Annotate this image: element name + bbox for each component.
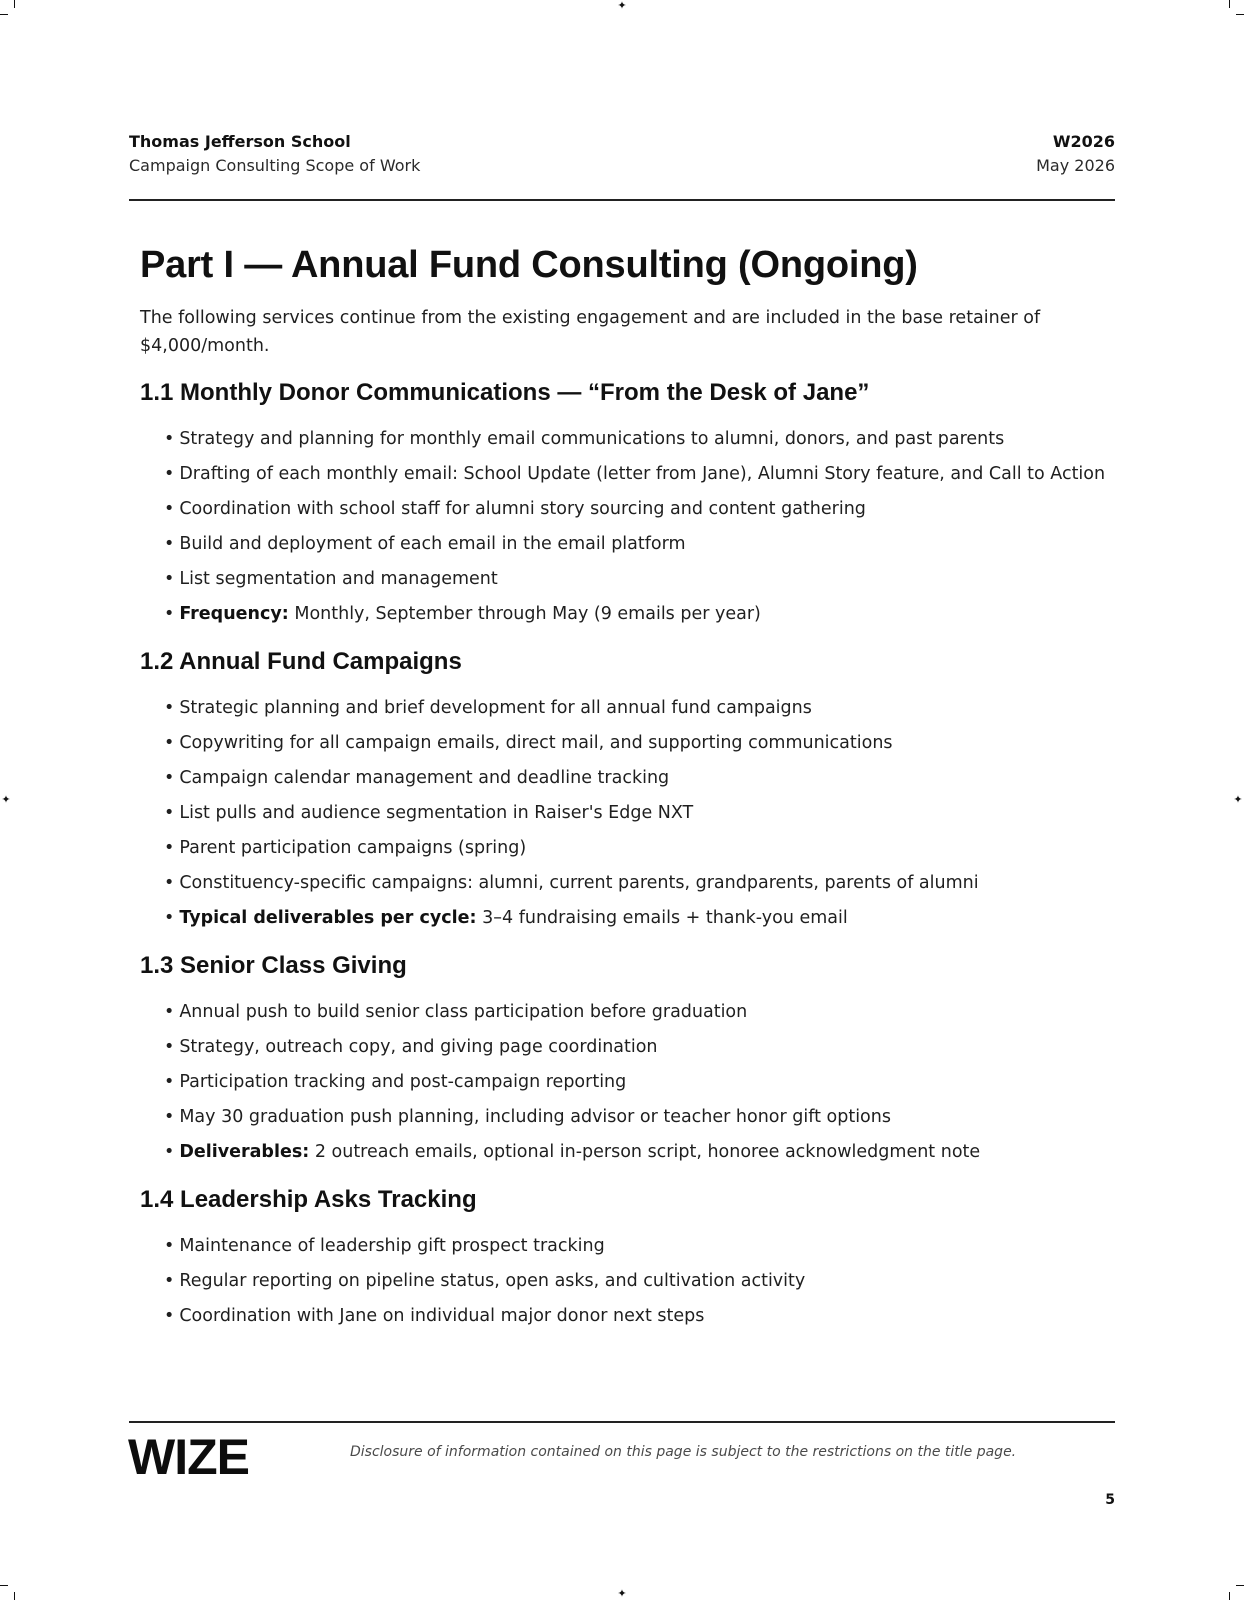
section-title: 1.4 Leadership Asks Tracking: [140, 1186, 477, 1213]
item-text: Strategy, outreach copy, and giving page coordination: [179, 1037, 658, 1057]
item-text: 2 outreach emails, optional in-person script, honoree acknowledgment note: [314, 1142, 981, 1162]
registration-mark-icon: ✦: [1233, 793, 1243, 806]
crop-mark: [1236, 14, 1244, 15]
bullet-icon: •: [164, 1271, 175, 1291]
org-name: Thomas Jefferson School: [129, 132, 351, 151]
list-item: [164, 761, 1115, 796]
list-item: [164, 1135, 1115, 1170]
bullet-icon: •: [164, 1306, 175, 1326]
crop-mark: [14, 0, 15, 8]
bullet-list: [164, 1229, 1115, 1334]
bullet-icon: •: [164, 698, 175, 718]
bullet-icon: •: [164, 1037, 175, 1057]
bullet-icon: •: [164, 838, 175, 858]
list-item: [164, 901, 1115, 936]
sections-container: [140, 377, 1115, 1334]
item-text: Coordination with Jane on individual major donor next steps: [179, 1306, 705, 1326]
registration-mark-icon: ✦: [617, 1587, 627, 1600]
header-divider: [129, 199, 1115, 201]
bullet-icon: •: [164, 1072, 175, 1092]
document-code: W2026: [1052, 132, 1115, 151]
header-left: [129, 131, 420, 179]
header-right: [1036, 131, 1115, 179]
section-title: 1.2 Annual Fund Campaigns: [140, 648, 462, 675]
list-item: [164, 492, 1115, 527]
item-lead-label: Deliverables:: [179, 1142, 310, 1162]
crop-mark: [0, 14, 8, 15]
section-title: 1.3 Senior Class Giving: [140, 952, 407, 979]
list-item: [164, 1264, 1115, 1299]
list-item: [164, 457, 1115, 492]
footer-divider: [129, 1421, 1115, 1423]
item-text: Drafting of each monthly email: School Update (letter from Jane), Alumni Story feature, and Call to Action: [179, 464, 1106, 484]
bullet-icon: •: [164, 733, 175, 753]
document-date: May 2026: [1036, 156, 1115, 175]
bullet-icon: •: [164, 464, 175, 484]
company-logo: WIZE: [128, 1429, 249, 1485]
item-text: Build and deployment of each email in the email platform: [179, 534, 686, 554]
item-text: 3–4 fundraising emails + thank-you email: [482, 908, 848, 928]
list-item: [164, 726, 1115, 761]
bullet-list: [164, 995, 1115, 1170]
main-content: [140, 240, 1115, 1348]
bullet-icon: •: [164, 908, 175, 928]
crop-mark: [14, 1592, 15, 1600]
item-text: May 30 graduation push planning, including advisor or teacher honor gift options: [179, 1107, 891, 1127]
part-title: Part I — Annual Fund Consulting (Ongoing): [140, 244, 918, 286]
item-lead-label: Frequency:: [179, 604, 289, 624]
item-text: Coordination with school staff for alumni story sourcing and content gathering: [179, 499, 866, 519]
crop-mark: [1236, 1585, 1244, 1586]
item-text: Strategy and planning for monthly email communications to alumni, donors, and past parents: [179, 429, 1005, 449]
list-item: [164, 866, 1115, 901]
registration-mark-icon: ✦: [1, 793, 11, 806]
bullet-icon: •: [164, 1107, 175, 1127]
list-item: [164, 1100, 1115, 1135]
item-text: Constituency-specific campaigns: alumni, current parents, grandparents, parents of alumni: [179, 873, 979, 893]
registration-mark-icon: ✦: [617, 0, 627, 12]
bullet-icon: •: [164, 604, 175, 624]
list-item: [164, 1065, 1115, 1100]
page-number: 5: [1105, 1492, 1115, 1508]
bullet-icon: •: [164, 1142, 175, 1162]
section-title: 1.1 Monthly Donor Communications — “From the Desk of Jane”: [140, 379, 870, 406]
bullet-icon: •: [164, 534, 175, 554]
disclosure-note: Disclosure of information contained on this page is subject to the restrictions on the title page.: [350, 1444, 1017, 1460]
bullet-list: [164, 691, 1115, 936]
item-text: Maintenance of leadership gift prospect tracking: [179, 1236, 605, 1256]
list-item: [164, 995, 1115, 1030]
item-lead-label: Typical deliverables per cycle:: [179, 908, 477, 928]
item-text: Annual push to build senior class participation before graduation: [179, 1002, 748, 1022]
item-text: List segmentation and management: [179, 569, 498, 589]
list-item: [164, 422, 1115, 457]
list-item: [164, 597, 1115, 632]
list-item: [164, 1030, 1115, 1065]
crop-mark: [1229, 0, 1230, 8]
item-text: Campaign calendar management and deadline tracking: [179, 768, 670, 788]
list-item: [164, 691, 1115, 726]
list-item: [164, 527, 1115, 562]
list-item: [164, 796, 1115, 831]
item-text: Regular reporting on pipeline status, open asks, and cultivation activity: [179, 1271, 806, 1291]
item-text: Strategic planning and brief development for all annual fund campaigns: [179, 698, 812, 718]
bullet-icon: •: [164, 499, 175, 519]
bullet-icon: •: [164, 873, 175, 893]
item-text: Parent participation campaigns (spring): [179, 838, 527, 858]
list-item: [164, 562, 1115, 597]
bullet-icon: •: [164, 1236, 175, 1256]
bullet-icon: •: [164, 429, 175, 449]
part-intro: The following services continue from the existing engagement and are included in the base retainer of $4,000/month.: [140, 308, 1041, 356]
item-text: List pulls and audience segmentation in Raiser's Edge NXT: [179, 803, 694, 823]
bullet-icon: •: [164, 1002, 175, 1022]
bullet-icon: •: [164, 768, 175, 788]
bullet-list: [164, 422, 1115, 632]
item-text: Participation tracking and post-campaign reporting: [179, 1072, 627, 1092]
crop-mark: [0, 1585, 8, 1586]
crop-mark: [1229, 1592, 1230, 1600]
list-item: [164, 831, 1115, 866]
item-text: Monthly, September through May (9 emails per year): [294, 604, 761, 624]
list-item: [164, 1299, 1115, 1334]
bullet-icon: •: [164, 803, 175, 823]
item-text: Copywriting for all campaign emails, direct mail, and supporting communications: [179, 733, 893, 753]
document-title: Campaign Consulting Scope of Work: [129, 156, 421, 175]
bullet-icon: •: [164, 569, 175, 589]
list-item: [164, 1229, 1115, 1264]
